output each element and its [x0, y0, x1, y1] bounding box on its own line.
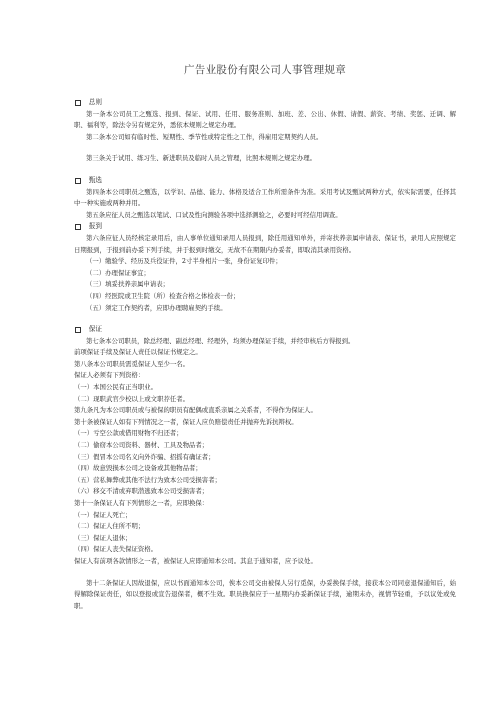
article-10: 第十条被保证人如有下列情况之一者，保证人应负赔偿责任并抛弃先诉抗辩权。 [74, 417, 298, 426]
paragraph: 前项保证手续及保证人责任以保证书规定之。 [74, 348, 202, 357]
article-6: 第六条应征人员经核定录用后，由人事单位通知录用人员报到，除任用通知单外，并寄扶养亲属申请表、保证书，录用人应照规定日期报到，于报到前办妥下列手续，并于报到时缴交，无故不在期限内办妥者，即取消其录用资格。 [74, 233, 456, 254]
section-heading-label: 总则 [88, 98, 102, 106]
list-item: （一）保证人死亡； [74, 510, 132, 519]
section-heading-report [74, 221, 456, 233]
article-9: 第九条凡为本公司职员或与被保的职员有配偶或直系亲属之关系者，不得作为保证人。 [74, 406, 317, 415]
list-item: （一）亏空公款或借用财物不归还者； [74, 429, 183, 438]
list-item: （五）须定工作契约者，应即办理聘雇契约手续。 [86, 303, 227, 312]
list-item: （一）缴验学、经历及兵役证件，2寸半身相片一张，身份证复印件； [86, 257, 282, 266]
article-4: 第四条本公司职员之甄选，以学识、品德、能力、体格及适合工作所需条件为准。采用考试及甄试两种方式，依实际需要，任择其中一种实施或两种并用。 [74, 187, 456, 208]
list-item: （一）本国公民有正当职业。 [74, 383, 158, 392]
article-5: 第五条应征人员之甄选以笔试、口试及性向测验各项中选择测验之，必要时可经信用调查。 [86, 210, 342, 219]
section-heading-label: 报到 [88, 222, 102, 231]
section-heading-label: 甄选 [88, 175, 102, 184]
article-12: 第十二条保证人因故退保，应以书面通知本公司，俟本公司交由被保人另行觅保，办妥换保手续，接获本公司同意退保通知后，始得解除保证责任，如以登报或宣告退保者，概不生效。职员换保应于一星期内办妥新保证手续，逾期未办，视情节轻重，予以议处或免职。 [74, 578, 456, 610]
list-item: （六）移交不清或弃职潜逃致本公司受损害者； [74, 487, 209, 496]
checkbox-icon [75, 100, 81, 106]
checkbox-icon [75, 327, 81, 333]
paragraph: 保证人必须有下列资格： [74, 371, 145, 380]
article-7: 第七条本公司职员，除总经理、副总经理、经理外，均须办理保证手续，并经审核后方得报到。 [86, 336, 355, 345]
list-item: （五）营私舞弊或其他不法行为致本公司受损害者； [74, 475, 221, 484]
checkbox-icon [75, 178, 81, 184]
section-heading-guarantee [74, 324, 456, 336]
article-11: 第十一条保证人有下列情形之一者，应即换保： [74, 499, 209, 507]
list-item: （三）保证人退休； [74, 533, 132, 542]
article-1: 第一条本公司员工之甄选、报到、保证、试用、任用、服务准则、加班、差、公出、休假、请假、薪资、考绩、奖惩、迁调、解职、福利等，除法令另有规定外，悉依本规则之规定办理。 [74, 109, 456, 130]
list-item: （三）填妥扶养亲属申请表； [86, 280, 170, 289]
list-item: （二）现职武官少校以上或文职荐任者。 [74, 394, 190, 403]
list-item: （四）故意毁损本公司之设备或其他物品者； [74, 464, 202, 473]
list-item: （二）办理保证事宜； [86, 268, 150, 277]
list-item: （四）经医院或卫生院（所）检查合格之体检表一份； [86, 291, 240, 300]
paragraph: 保证人有前项各款情形之一者，被保证人应即通知本公司。其息于通知者，应予议处。 [74, 556, 317, 565]
section-heading-selection [74, 175, 456, 187]
section-heading-label: 保证 [88, 325, 102, 334]
list-item: （二）保证人住所不明； [74, 522, 145, 531]
checkbox-icon [75, 224, 81, 230]
article-3: 第三条关于试用、练习生、新进职员及临时人员之管理，比照本规则之规定办理。 [86, 154, 317, 163]
list-item: （四）保证人丧失保证资格。 [74, 545, 158, 554]
document-title: 广告业股份有限公司人事管理规章 [184, 64, 346, 76]
list-item: （二）偷窃本公司资料、器材、工具及物品者； [74, 441, 209, 450]
article-2: 第二条本公司如有临时性、短期性、季节性或特定性之工作，得雇用定期契约人员。 [86, 132, 323, 141]
list-item: （三）假冒本公司名义向外诈骗、招摇有确证者； [74, 452, 215, 461]
article-8: 第八条本公司职员需觅保证人至少一名。 [74, 359, 190, 368]
section-heading-general [74, 97, 456, 109]
